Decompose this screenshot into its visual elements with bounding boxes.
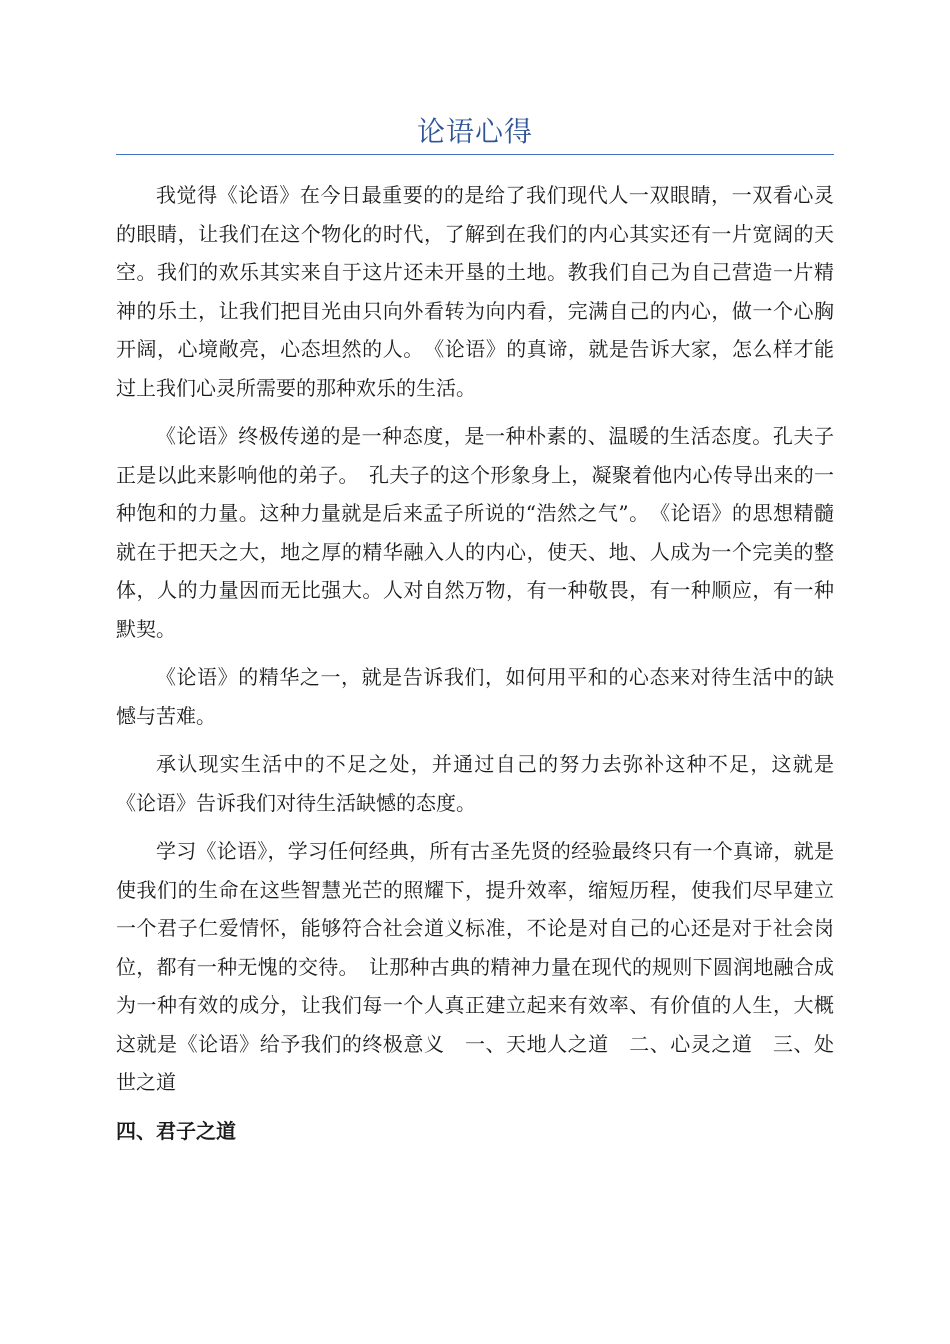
paragraph: 承认现实生活中的不足之处，并通过自己的努力去弥补这种不足，这就是《论语》告诉我们对待生活缺憾的态度。 [116, 752, 834, 815]
document-title: 论语心得 [416, 115, 533, 148]
paragraph: 《论语》终极传递的是一种态度，是一种朴素的、温暖的生活态度。孔夫子正是以此来影响他的弟子。 孔夫子的这个形象身上，凝聚着他内心传导出来的一种饱和的力量。这种力量就是后来孟子所说的“浩然之气”。 《论语》的思想精髓就在于把天之大，地之厚的精华融入人的内心，使天、地、人成为一个完美的整体，人的力量因而无比强大。人对自然万物，有一种敬畏，有一种顺应，有一种默契。 [116, 424, 834, 641]
paragraph: 《论语》的精华之一，就是告诉我们，如何用平和的心态来对待生活中的缺憾与苦难。 [116, 665, 834, 728]
paragraph: 我觉得《论语》在今日最重要的的是给了我们现代人一双眼睛，一双看心灵的眼睛，让我们在这个物化的时代，了解到在我们的内心其实还有一片宽阔的天空。我们的欢乐其实来自于这片还未开垦的土地。教我们自己为自己营造一片精神的乐土，让我们把目光由只向外看转为向内看，完满自己的内心，做一个心胸开阔，心境敞亮，心态坦然的人。 《论语》的真谛，就是告诉大家，怎么样才能过上我们心灵所需要的那种欢乐的生活。 [116, 183, 834, 400]
paragraph: 学习《论语》，学习任何经典，所有古圣先贤的经验最终只有一个真谛，就是使我们的生命在这些智慧光芒的照耀下，提升效率，缩短历程，使我们尽早建立一个君子仁爱情怀，能够符合社会道义标准，不论是对自己的心还是对于社会岗位，都有一种无愧的交待。 让那种古典的精神力量在现代的规则下圆润地融合成为一种有效的成分，让我们每一个人真正建立起来有效率、有价值的人生，大概这就是《论语》给予我们的终极意义 一、天地人之道 二、心灵之道 三、处世之道 [116, 839, 834, 1094]
section-heading: 四、君子之道 [116, 1118, 236, 1143]
document-body [116, 176, 834, 1150]
title-underline [116, 154, 834, 155]
